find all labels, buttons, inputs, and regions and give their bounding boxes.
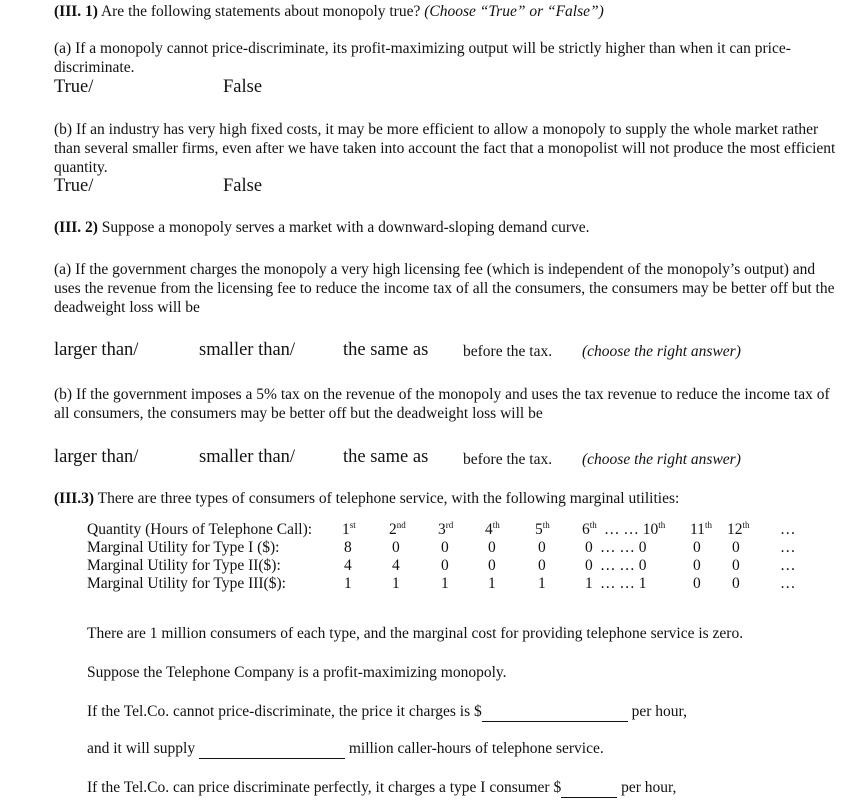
q2b-option-same[interactable]: the same as <box>343 447 429 467</box>
q3-p1: There are 1 million consumers of each type, and the marginal cost for providing telephone service is zero. <box>87 625 744 642</box>
table-cell: 1 <box>441 575 449 592</box>
table-cell: 0 <box>488 539 496 556</box>
q3-p4 <box>87 740 604 759</box>
q2b-text: (b) If the government imposes a 5% tax on the revenue of the monopoly and uses the tax revenue to reduce the income tax of all consumers, the consumers may be better off but the deadweight loss will be <box>54 386 830 422</box>
table-cell: 1 <box>585 575 593 592</box>
q2-heading-text: Suppose a monopoly serves a market with a downward-sloping demand curve. <box>101 219 590 236</box>
row-label: Marginal Utility for Type II($): <box>87 557 281 574</box>
table-cell: … … 0 <box>600 557 647 574</box>
q3-p3-tail: per hour, <box>631 703 687 720</box>
col-header: 6th <box>582 519 597 538</box>
quantity-blank[interactable] <box>199 740 345 759</box>
q2a-text: (a) If the government charges the monopoly a very high licensing fee (which is independent of the monopoly’s output) and uses the revenue from the licensing fee to reduce the income tax of all the consumers, the consumers may be better off but the deadweight loss will be <box>54 261 835 316</box>
q1a-true-option[interactable]: True/ <box>54 77 94 97</box>
q3-number: (III.3) <box>54 490 95 507</box>
q3-heading-text: There are three types of consumers of telephone service, with the following marginal utilities: <box>97 490 680 507</box>
q2a-option-same[interactable]: the same as <box>343 340 429 360</box>
col-header: … … 10th <box>604 519 666 538</box>
price-blank[interactable] <box>482 703 628 722</box>
col-header: 5th <box>535 519 550 538</box>
table-cell: … <box>780 539 796 556</box>
table-cell: 0 <box>693 539 701 556</box>
table-cell: 0 <box>585 557 593 574</box>
col-header: 12th <box>727 519 750 538</box>
col-header: 1st <box>342 519 356 538</box>
q3-p3 <box>87 703 687 722</box>
q1b-false-option[interactable]: False <box>223 176 263 196</box>
q2b-tail: before the tax. <box>463 451 553 468</box>
q2b-option-smaller[interactable]: smaller than/ <box>199 447 296 467</box>
row-label: Marginal Utility for Type I ($): <box>87 539 280 556</box>
q3-p5-tail: per hour, <box>621 779 677 796</box>
table-cell: 0 <box>732 557 740 574</box>
table-cell: 1 <box>392 575 400 592</box>
q1-heading <box>54 3 604 21</box>
q3-p4-text: and it will supply <box>87 740 196 757</box>
table-cell: 0 <box>732 539 740 556</box>
q1-number: (III. 1) <box>54 3 98 20</box>
row-label: Quantity (Hours of Telephone Call): <box>87 521 313 538</box>
col-header: 2nd <box>389 519 406 538</box>
table-cell: 0 <box>538 557 546 574</box>
table-cell: … <box>780 557 796 574</box>
q2a-option-smaller[interactable]: smaller than/ <box>199 340 296 360</box>
table-cell: 8 <box>344 539 352 556</box>
row-label: Marginal Utility for Type III($): <box>87 575 286 592</box>
table-cell: … <box>780 575 796 592</box>
type1-price-blank[interactable] <box>561 779 617 798</box>
col-header: 4th <box>485 519 500 538</box>
q1a-false-option[interactable]: False <box>223 77 263 97</box>
q1b-text: (b) If an industry has very high fixed costs, it may be more efficient to allow a monopoly to supply the whole market rather than several smaller firms, even after we have taken into account the fact that a monopolist will not produce the most efficient quantity. <box>54 121 836 176</box>
table-cell: 1 <box>488 575 496 592</box>
table-cell: 0 <box>693 575 701 592</box>
table-cell: 0 <box>441 539 449 556</box>
table-cell: 0 <box>441 557 449 574</box>
table-cell: 0 <box>488 557 496 574</box>
table-cell: … … 0 <box>600 539 647 556</box>
table-cell: 0 <box>585 539 593 556</box>
q3-p3-text: If the Tel.Co. cannot price-discriminate, the price it charges is $ <box>87 703 482 720</box>
col-header: 3rd <box>438 519 454 538</box>
q1b-true-option[interactable]: True/ <box>54 176 94 196</box>
q3-p4-tail: million caller-hours of telephone service. <box>348 740 604 757</box>
table-cell: 4 <box>392 557 400 574</box>
q1-heading-text: Are the following statements about monopoly true? <box>100 3 421 20</box>
table-cell: 1 <box>344 575 352 592</box>
q1-instruction: (Choose “True” or “False”) <box>424 3 604 20</box>
table-cell: … … 1 <box>600 575 647 592</box>
col-header: … <box>780 521 796 538</box>
q2b-instruction: (choose the right answer) <box>582 451 741 468</box>
q2a-instruction: (choose the right answer) <box>582 343 741 360</box>
table-cell: 0 <box>693 557 701 574</box>
col-header: 11th <box>690 519 712 538</box>
q1a-text: (a) If a monopoly cannot price-discriminate, its profit-maximizing output will be strictly higher than when it can price-discriminate. <box>54 40 791 76</box>
table-cell: 0 <box>392 539 400 556</box>
q2a-tail: before the tax. <box>463 343 553 360</box>
table-cell: 0 <box>538 539 546 556</box>
q2a-option-larger[interactable]: larger than/ <box>54 340 139 360</box>
table-cell: 1 <box>538 575 546 592</box>
q3-p5 <box>87 779 676 798</box>
q3-p5-text: If the Tel.Co. can price discriminate perfectly, it charges a type I consumer $ <box>87 779 562 796</box>
q3-heading <box>54 490 679 508</box>
q3-p2: Suppose the Telephone Company is a profit-maximizing monopoly. <box>87 664 507 681</box>
table-cell: 0 <box>732 575 740 592</box>
q2b-option-larger[interactable]: larger than/ <box>54 447 139 467</box>
table-cell: 4 <box>344 557 352 574</box>
q2-heading <box>54 219 590 237</box>
q2-number: (III. 2) <box>54 219 98 236</box>
